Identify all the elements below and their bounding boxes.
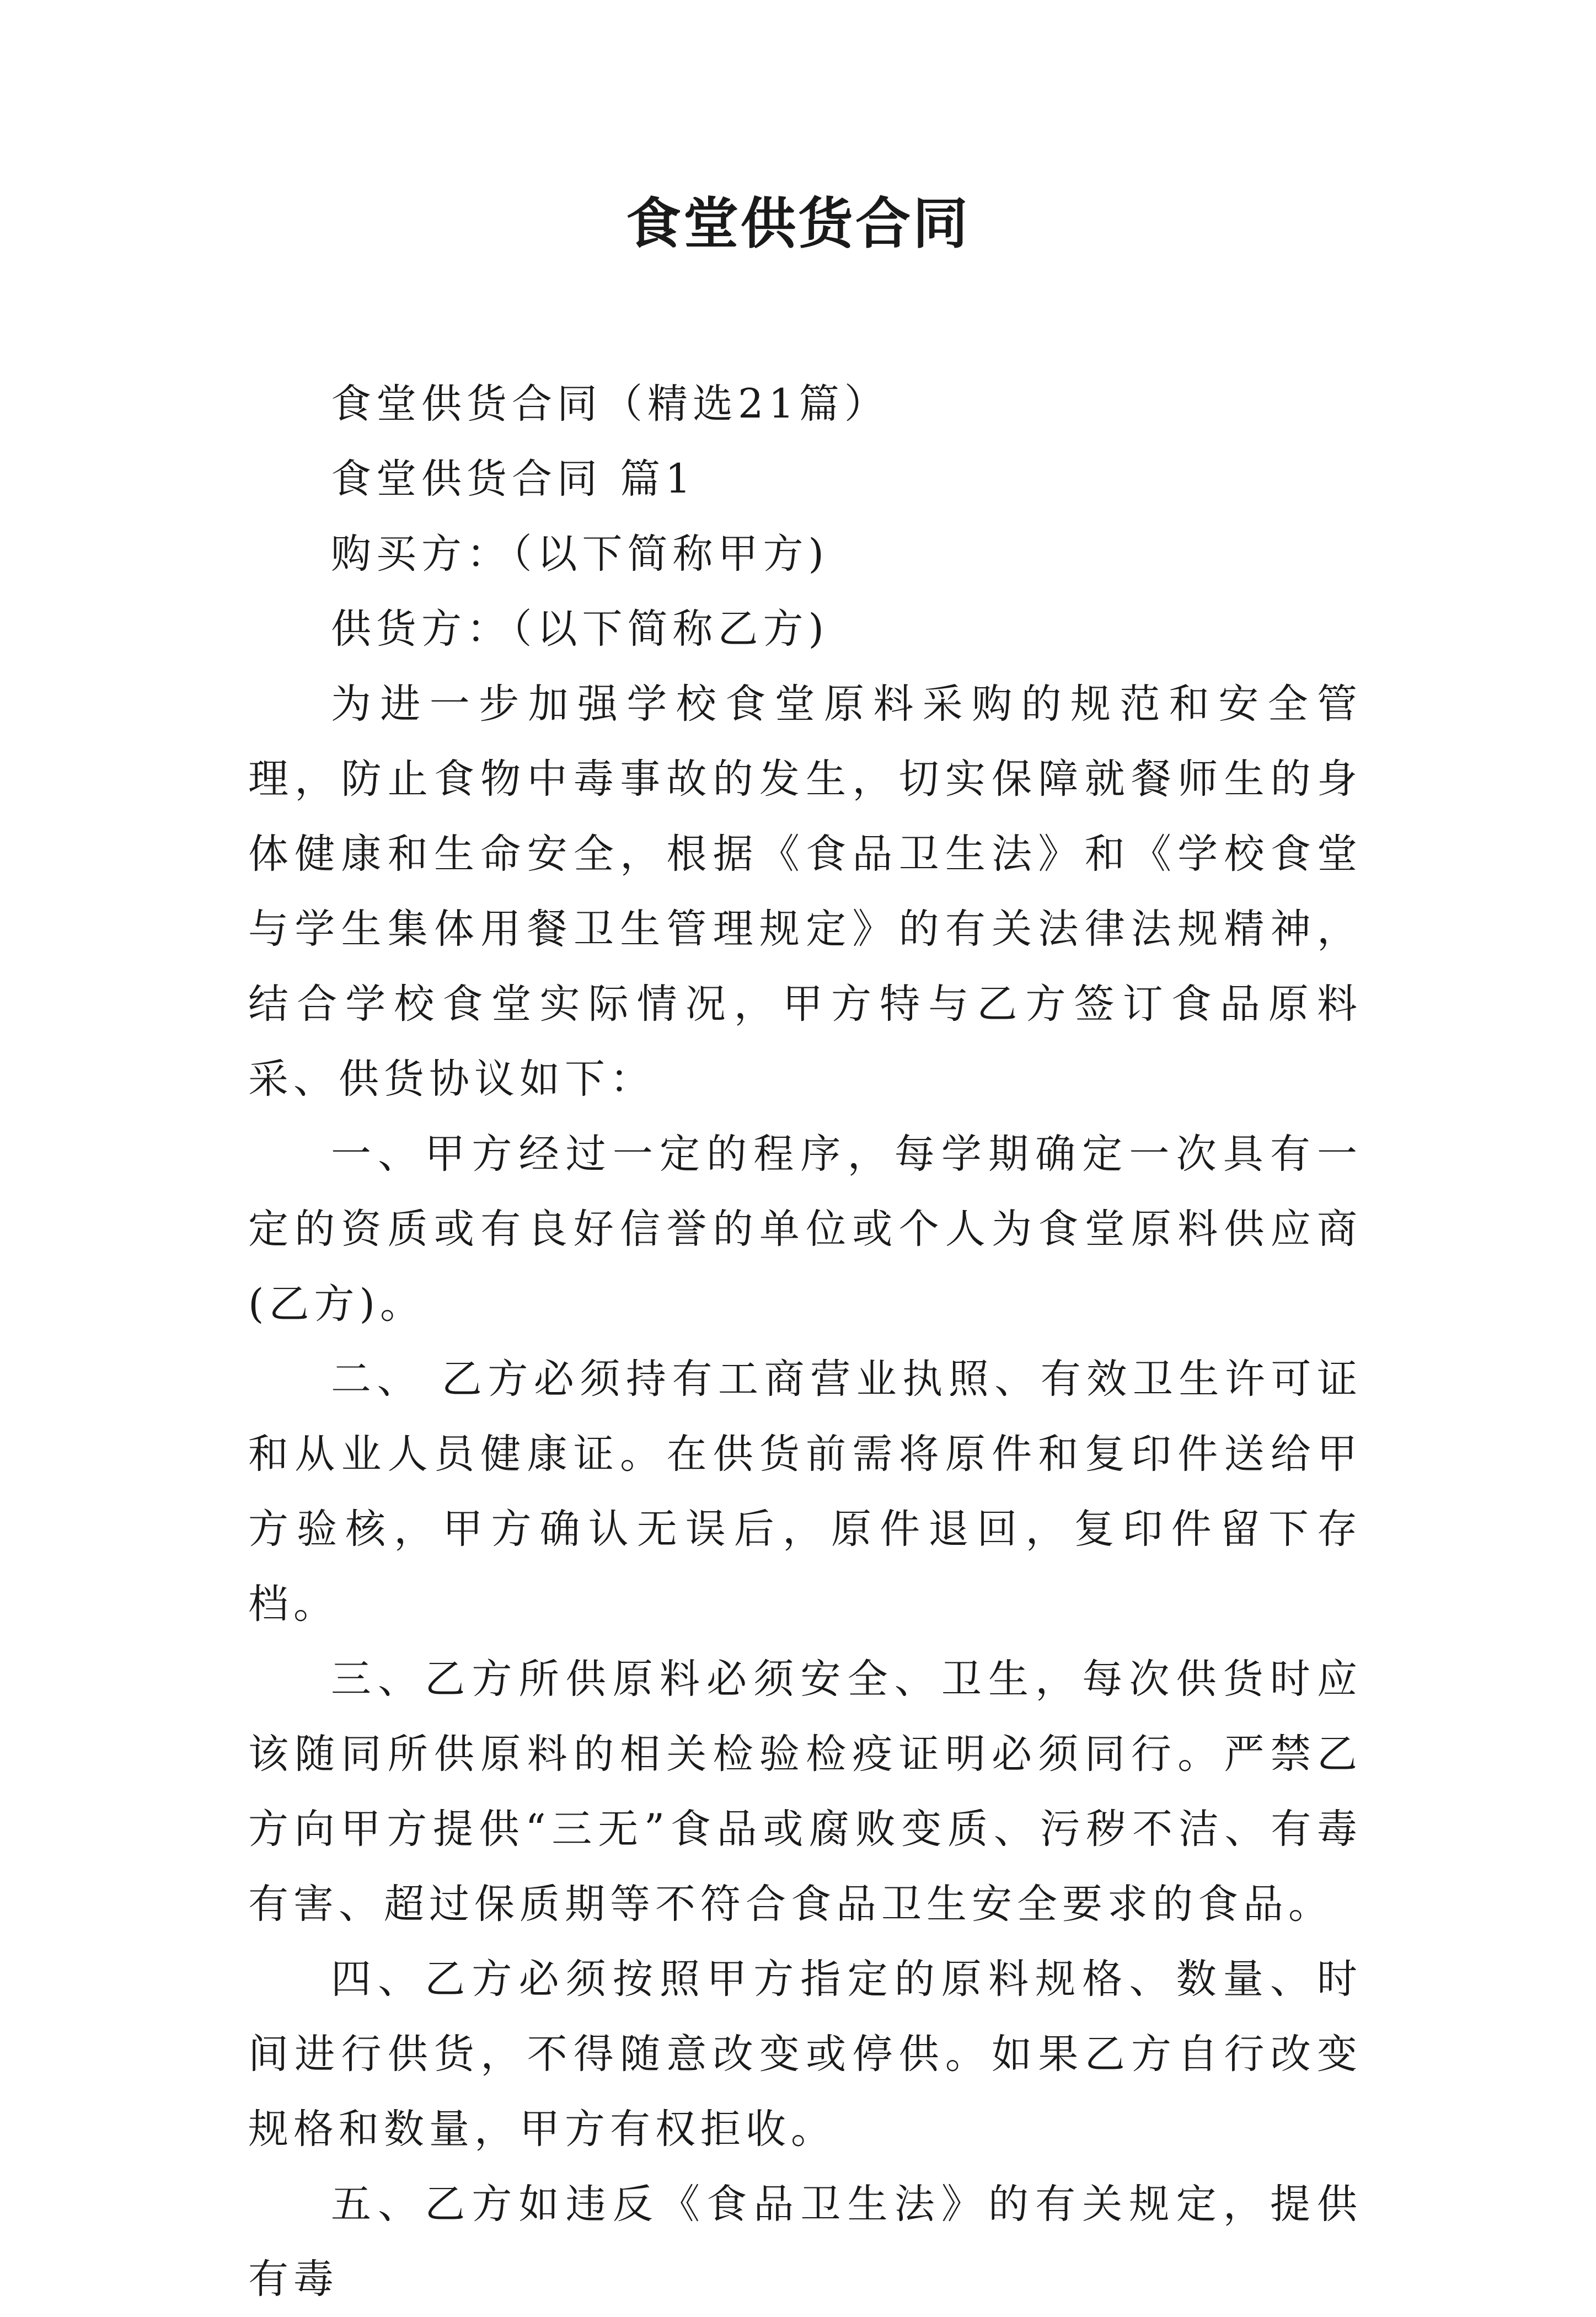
paragraph-section-heading: 食堂供货合同 篇1 xyxy=(331,456,696,502)
paragraph-clause-4: 四、乙方必须按照甲方指定的原料规格、数量、时间进行供货，不得随意改变或停供。如果乙方自行改变规格和数量，甲方有权拒收。 xyxy=(248,1956,1362,2153)
document-title: 食堂供货合同 xyxy=(626,191,970,256)
paragraph-buyer: 购买方：（以下简称甲方) xyxy=(331,531,829,577)
paragraph-clause-2: 二、 乙方必须持有工商营业执照、有效卫生许可证和从业人员健康证。在供货前需将原件和复印件送给甲方验核，甲方确认无误后，原件退回，复印件留下存档。 xyxy=(248,1356,1362,1628)
paragraph-clause-5: 五、乙方如违反《食品卫生法》的有关规定，提供有毒 xyxy=(248,2181,1362,2303)
document-body xyxy=(248,367,1362,2317)
paragraph-subtitle: 食堂供货合同（精选21篇） xyxy=(331,381,890,427)
paragraph-clause-1: 一、甲方经过一定的程序，每学期确定一次具有一定的资质或有良好信誉的单位或个人为食堂原料供应商(乙方)。 xyxy=(248,1131,1362,1328)
paragraph-clause-3: 三、乙方所供原料必须安全、卫生，每次供货时应该随同所供原料的相关检验检疫证明必须同行。严禁乙方向甲方提供“三无”食品或腐败变质、污秽不洁、有毒有害、超过保质期等不符合食品卫生安全要求的食品。 xyxy=(248,1656,1362,1928)
paragraph-supplier: 供货方：（以下简称乙方) xyxy=(331,606,829,652)
paragraph-preamble: 为进一步加强学校食堂原料采购的规范和安全管理，防止食物中毒事故的发生，切实保障就餐师生的身体健康和生命安全，根据《食品卫生法》和《学校食堂与学生集体用餐卫生管理规定》的有关法律法规精神，结合学校食堂实际情况，甲方特与乙方签订食品原料采、供货协议如下： xyxy=(248,681,1362,1103)
